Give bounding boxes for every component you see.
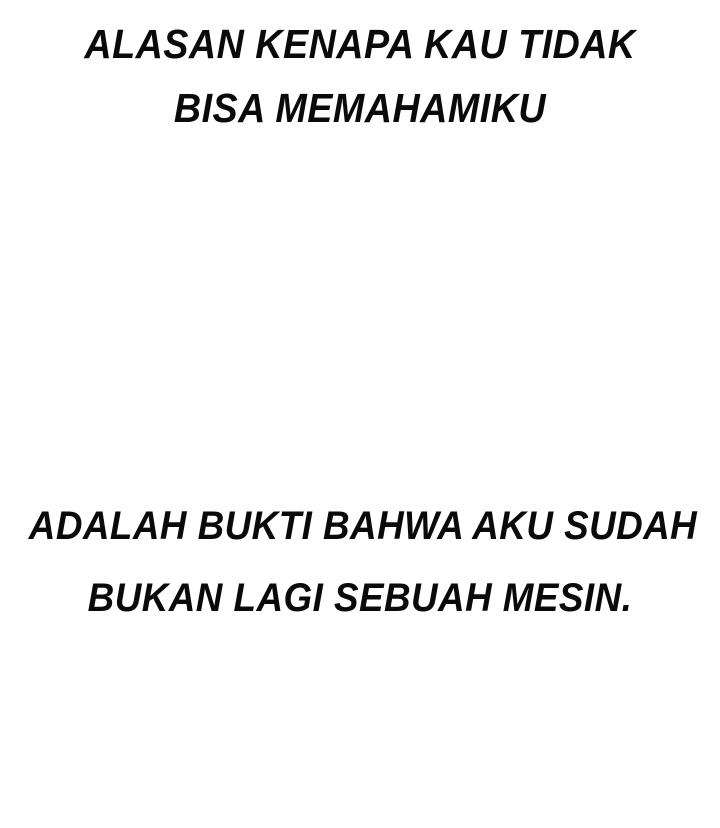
caption-bottom-line-1: ADALAH BUKTI BAHWA AKU SUDAH: [28, 504, 698, 548]
caption-bottom: [0, 490, 720, 634]
caption-bottom-line-2: BUKAN LAGI SEBUAH MESIN.: [87, 576, 633, 620]
caption-top-line-1: ALASAN KENAPA KAU TIDAK: [84, 21, 636, 67]
caption-top-line-2: BISA MEMAHAMIKU: [173, 85, 547, 131]
caption-top: [0, 12, 720, 140]
